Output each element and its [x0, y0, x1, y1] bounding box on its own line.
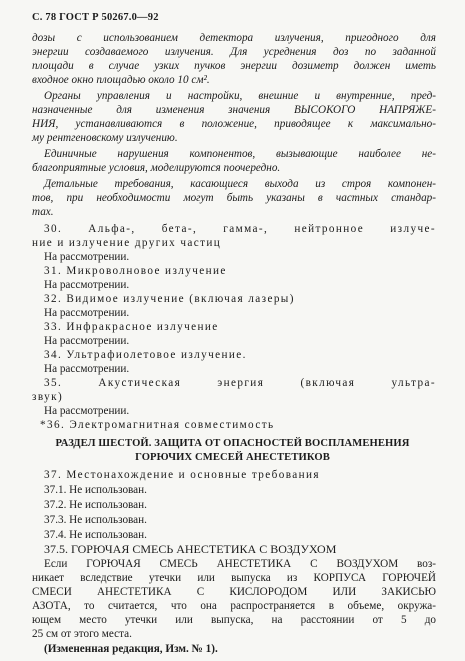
clause-37-5-text-line: ющем место утечки или выпуска, на расстоянии от 5 до — [32, 614, 436, 626]
faults-paragraph-line: Единичные нарушения компонентов, вызывающие наиболее не- — [44, 148, 436, 160]
section-six-heading: ГОРЮЧИХ СМЕСЕЙ АНЕСТЕТИКОВ — [135, 452, 330, 463]
clause-37-2: 37.2. Не использован. — [44, 499, 147, 511]
detail-paragraph-line: тах. — [32, 206, 54, 218]
clause-37-5-text-line: СМЕСИ АНЕСТЕТИКА С КИСЛОРОДОМ ИЛИ ЗАКИСЬЮ — [32, 586, 436, 598]
clause-32-title: 32. Видимое излучение (включая лазеры) — [44, 293, 295, 305]
clause-30-title: ние и излучение других частиц — [32, 237, 222, 249]
clause-37-5-text-line: 25 см от этого места. — [32, 628, 132, 640]
clause-31-title: 31. Микроволновое излучение — [44, 265, 227, 277]
dose-paragraph-line: дозы с использованием детектора излучения, пригодного для — [32, 32, 436, 44]
dose-paragraph-line: энергии создаваемого излучения. Для усреднения доз по заданной — [32, 46, 436, 58]
faults-paragraph-line: благоприятные условия, моделируются поочередно. — [32, 162, 281, 174]
controls-paragraph-line: му рентгеновскому излучению. — [32, 132, 178, 144]
not-considered-text: На рассмотрении. — [44, 279, 130, 291]
clause-30-title: 30. Альфа-, бета-, гамма-, нейтронное излуче- — [44, 223, 436, 235]
clause-36-title: *36. Электромагнитная совместимость — [40, 419, 275, 431]
section-six-heading: РАЗДЕЛ ШЕСТОЙ. ЗАЩИТА ОТ ОПАСНОСТЕЙ ВОСПЛАМЕНЕНИЯ — [55, 438, 410, 449]
detail-paragraph-line: тов, при необходимости могут быть указаны в частных стандар- — [32, 192, 436, 204]
controls-paragraph-line: НИЯ, устанавливаются в положение, приводящее к максимально- — [32, 118, 436, 130]
clause-35-title: звук) — [32, 391, 64, 403]
clause-35-title: 35. Акустическая энергия (включая ультра- — [44, 377, 436, 389]
clause-33-title: 33. Инфракрасное излучение — [44, 321, 219, 333]
not-considered-text: На рассмотрении. — [44, 251, 130, 263]
clause-37-5-text-line: никает вследствие утечки или выпуска из КОРПУСА ГОРЮЧЕЙ — [32, 572, 436, 584]
clause-37-3: 37.3. Не использован. — [44, 514, 147, 526]
not-considered-text: На рассмотрении. — [44, 405, 130, 417]
controls-paragraph-line: назначенные для изменения значения ВЫСОКОГО НАПРЯЖЕ- — [32, 104, 436, 116]
not-considered-text: На рассмотрении. — [44, 335, 130, 347]
controls-paragraph-line: Органы управления и настройки, внешние и внутренние, пред- — [44, 90, 436, 102]
page-header: С. 78 ГОСТ Р 50267.0—92 — [32, 12, 159, 23]
clause-37-5-text-line: АЗОТА, то считается, что она распространяется в объеме, окружа- — [32, 600, 436, 612]
not-considered-text: На рассмотрении. — [44, 307, 130, 319]
detail-paragraph-line: Детальные требования, касающиеся выхода из строя компонен- — [44, 178, 436, 190]
clause-37-1: 37.1. Не использован. — [44, 484, 147, 496]
not-considered-text: На рассмотрении. — [44, 363, 130, 375]
clause-37-4: 37.4. Не использован. — [44, 529, 147, 541]
clause-37-title: 37. Местонахождение и основные требования — [44, 469, 320, 481]
dose-paragraph-line: входное окно площадью около 10 см². — [32, 74, 210, 86]
clause-37-5-title: 37.5. ГОРЮЧАЯ СМЕСЬ АНЕСТЕТИКА С ВОЗДУХОМ — [44, 542, 337, 556]
dose-paragraph-line: площади в случае узких пучков энергии дозиметр должен иметь — [32, 60, 436, 72]
clause-37-5-text-line: Если ГОРЮЧАЯ СМЕСЬ АНЕСТЕТИКА С ВОЗДУХОМ воз- — [44, 558, 436, 570]
clause-34-title: 34. Ультрафиолетовое излучение. — [44, 349, 247, 361]
amendment-note: (Измененная редакция, Изм. № 1). — [44, 643, 218, 655]
